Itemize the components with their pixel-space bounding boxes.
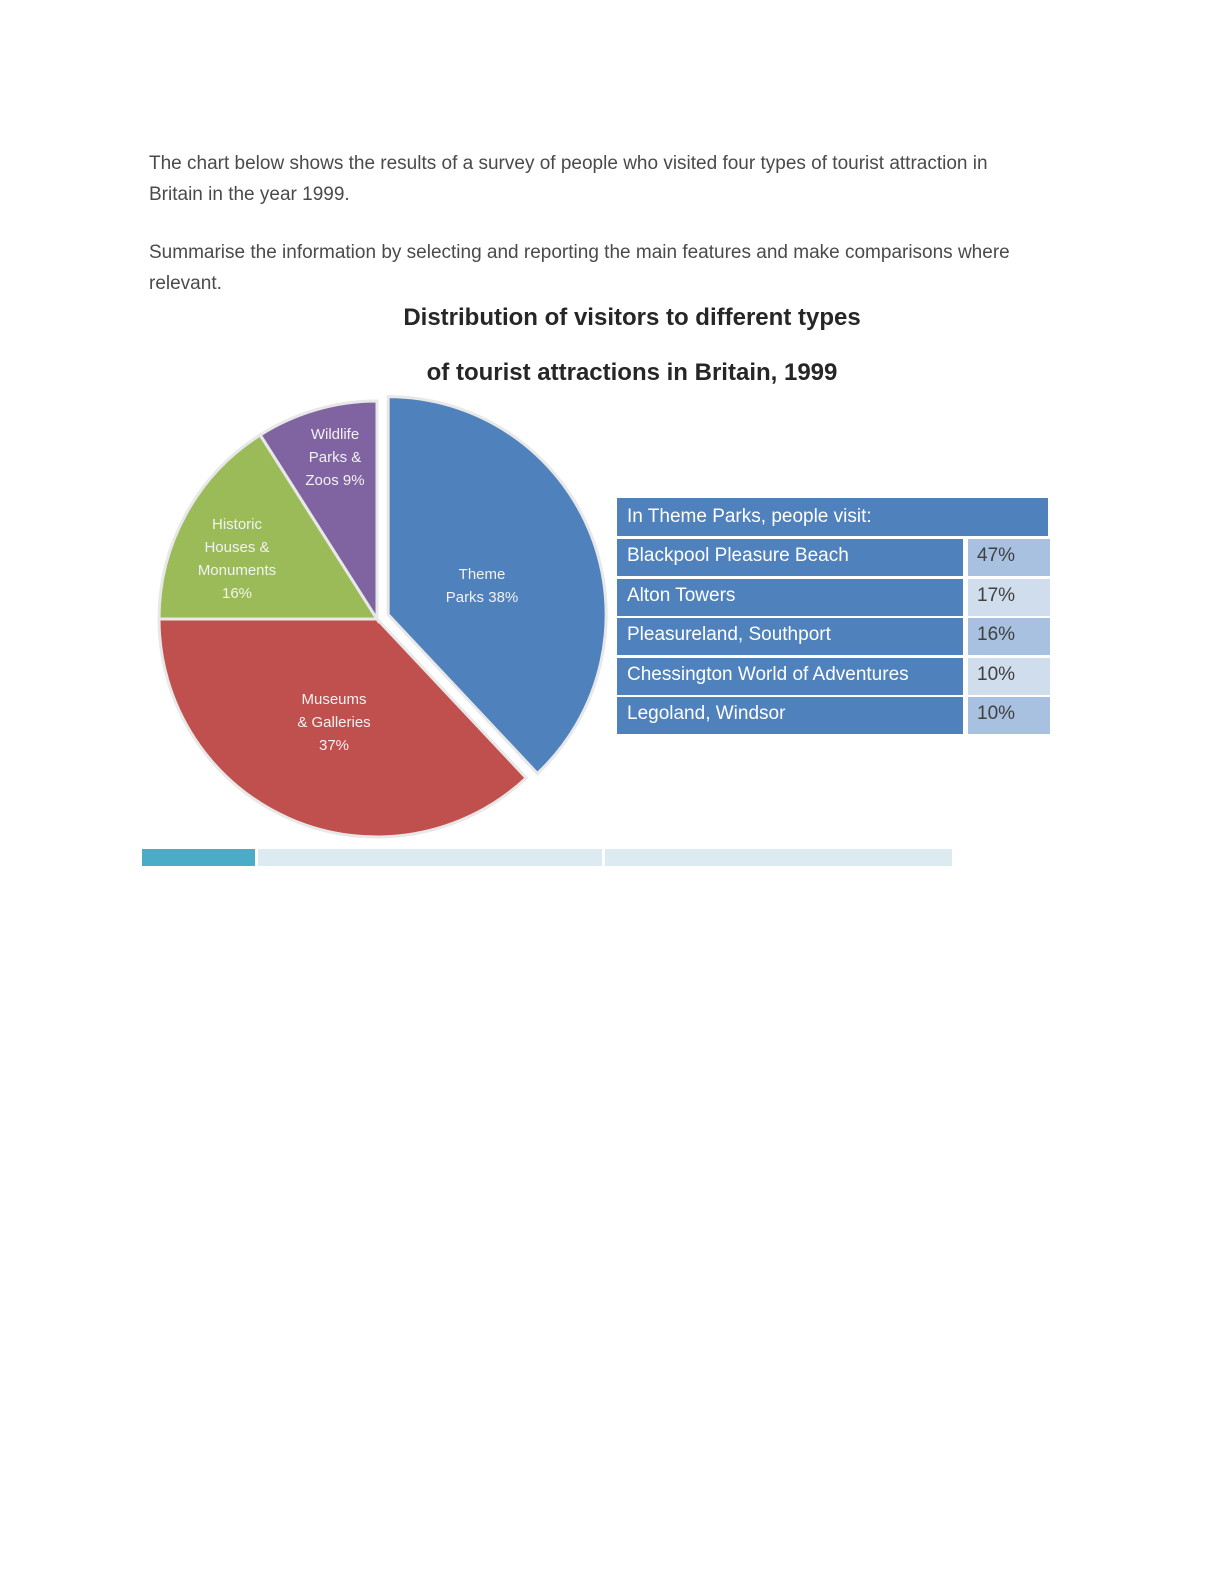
cropped-table-strip [142,849,952,866]
pie-label: Wildlife Parks & Zoos 9% [305,426,365,489]
attraction-share: 10% [968,697,1050,734]
task-prompt [149,148,1019,299]
table-row [617,658,1050,695]
chart-figure [142,304,1052,866]
attraction-name: Blackpool Pleasure Beach [617,539,963,576]
strip-cell [258,849,602,866]
pie-label: Museums & Galleries 37% [297,691,371,754]
chart-title: Distribution of visitors to different types [403,304,861,331]
pie-label: Theme Parks 38% [445,566,519,606]
attraction-share: 17% [968,579,1050,616]
prompt-instruction: Summarise the information by selecting and reporting the main features and make comparisons where relevant. [149,242,1010,294]
attraction-share: 10% [968,658,1050,695]
attraction-name: Pleasureland, Southport [617,618,963,655]
table-row [617,618,1050,655]
attraction-share: 47% [968,539,1050,576]
attraction-name: Legoland, Windsor [617,697,963,734]
strip-cell [142,849,255,866]
table-row [617,697,1050,734]
chart-subtitle: of tourist attractions in Britain, 1999 [426,359,838,386]
table-row [617,579,1050,616]
attraction-name: Chessington World of Adventures [617,658,963,695]
attraction-name: Alton Towers [617,579,963,616]
attraction-share: 16% [968,618,1050,655]
prompt-description: The chart below shows the results of a survey of people who visited four types of tourist attraction in Britain in the year 1999. [149,153,988,205]
theme-parks-table-header: In Theme Parks, people visit: [617,498,1048,536]
table-row [617,539,1050,576]
pie-label: Historic Houses & Monuments 16% [197,516,277,602]
strip-cell [605,849,952,866]
